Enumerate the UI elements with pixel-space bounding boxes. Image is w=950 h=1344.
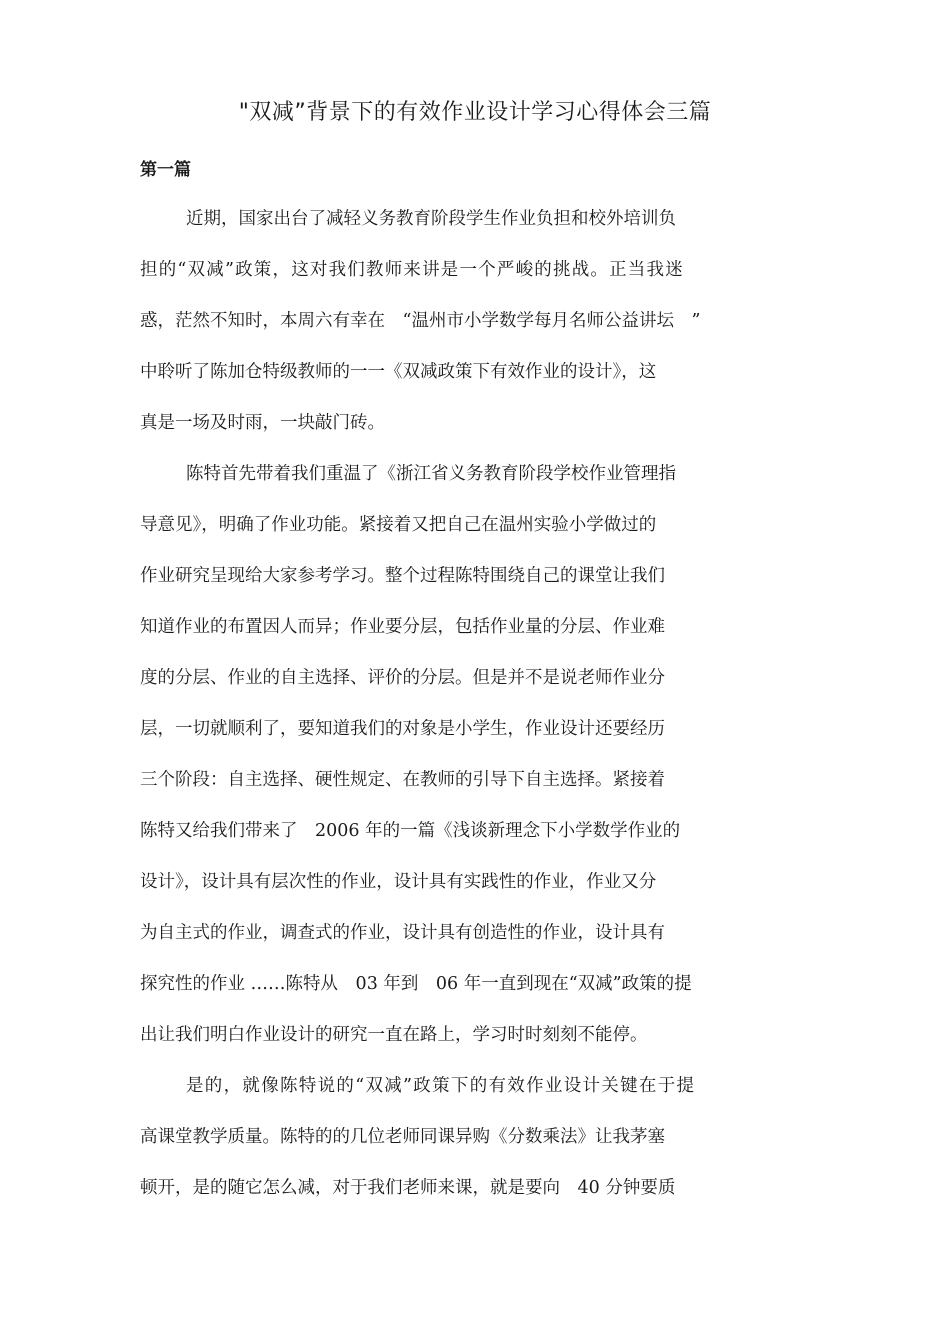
paragraph-line: 设计》，设计具有层次性的作业，设计具有实践性的作业，作业又分 — [140, 872, 657, 892]
document-title: "双减”背景下的有效作业设计学习心得体会三篇 — [238, 100, 712, 125]
paragraph-line: 是的，就像陈特说的“双减”政策下的有效作业设计关键在于提 — [186, 1076, 696, 1096]
paragraph-line: 陈特首先带着我们重温了《浙江省义务教育阶段学校作业管理指 — [186, 464, 676, 484]
paragraph-line: 层，一切就顺利了，要知道我们的对象是小学生，作业设计还要经历 — [140, 719, 665, 739]
paragraph-line: 中聆听了陈加仓特级教师的一一《双减政策下有效作业的设计》，这 — [140, 362, 657, 382]
paragraph-line: 近期，国家出台了减轻义务教育阶段学生作业负担和校外培训负 — [186, 209, 676, 229]
paragraph-line: 作业研究呈现给大家参考学习。整个过程陈特围绕自己的课堂让我们 — [140, 566, 665, 586]
paragraph-line: 为自主式的作业，调查式的作业，设计具有创造性的作业，设计具有 — [140, 923, 665, 943]
paragraph-line: 探究性的作业 ……陈特从 03 年到 06 年一直到现在“双减”政策的提 — [140, 974, 692, 994]
paragraph-line: 度的分层、作业的自主选择、评价的分层。但是并不是说老师作业分 — [140, 668, 665, 688]
paragraph-line: 惑，茫然不知时，本周六有幸在 “温州市小学数学每月名师公益讲坛 ” — [140, 311, 701, 331]
document-body — [140, 194, 820, 1214]
paragraph-line: 顿开，是的随它怎么减，对于我们老师来课，就是要向 40 分钟要质 — [140, 1178, 676, 1198]
paragraph-line: 知道作业的布置因人而异；作业要分层，包括作业量的分层、作业难 — [140, 617, 665, 637]
paragraph-line: 陈特又给我们带来了 2006 年的一篇《浅谈新理念下小学数学作业的 — [140, 821, 681, 841]
paragraph-line: 出让我们明白作业设计的研究一直在路上，学习时时刻刻不能停。 — [140, 1025, 648, 1045]
paragraph-line: 高课堂教学质量。陈特的的几位老师同课异购《分数乘法》让我茅塞 — [140, 1127, 665, 1147]
paragraph-line: 导意见》，明确了作业功能。紧接着又把自己在温州实验小学做过的 — [140, 515, 657, 535]
paragraph-line: 真是一场及时雨，一块敲门砖。 — [140, 413, 385, 433]
paragraph-line: 担的“双减”政策，这对我们教师来讲是一个严峻的挑战。正当我迷 — [140, 260, 684, 280]
section-heading: 第一篇 — [140, 160, 191, 180]
paragraph-line: 三个阶段：自主选择、硬性规定、在教师的引导下自主选择。紧接着 — [140, 770, 665, 790]
